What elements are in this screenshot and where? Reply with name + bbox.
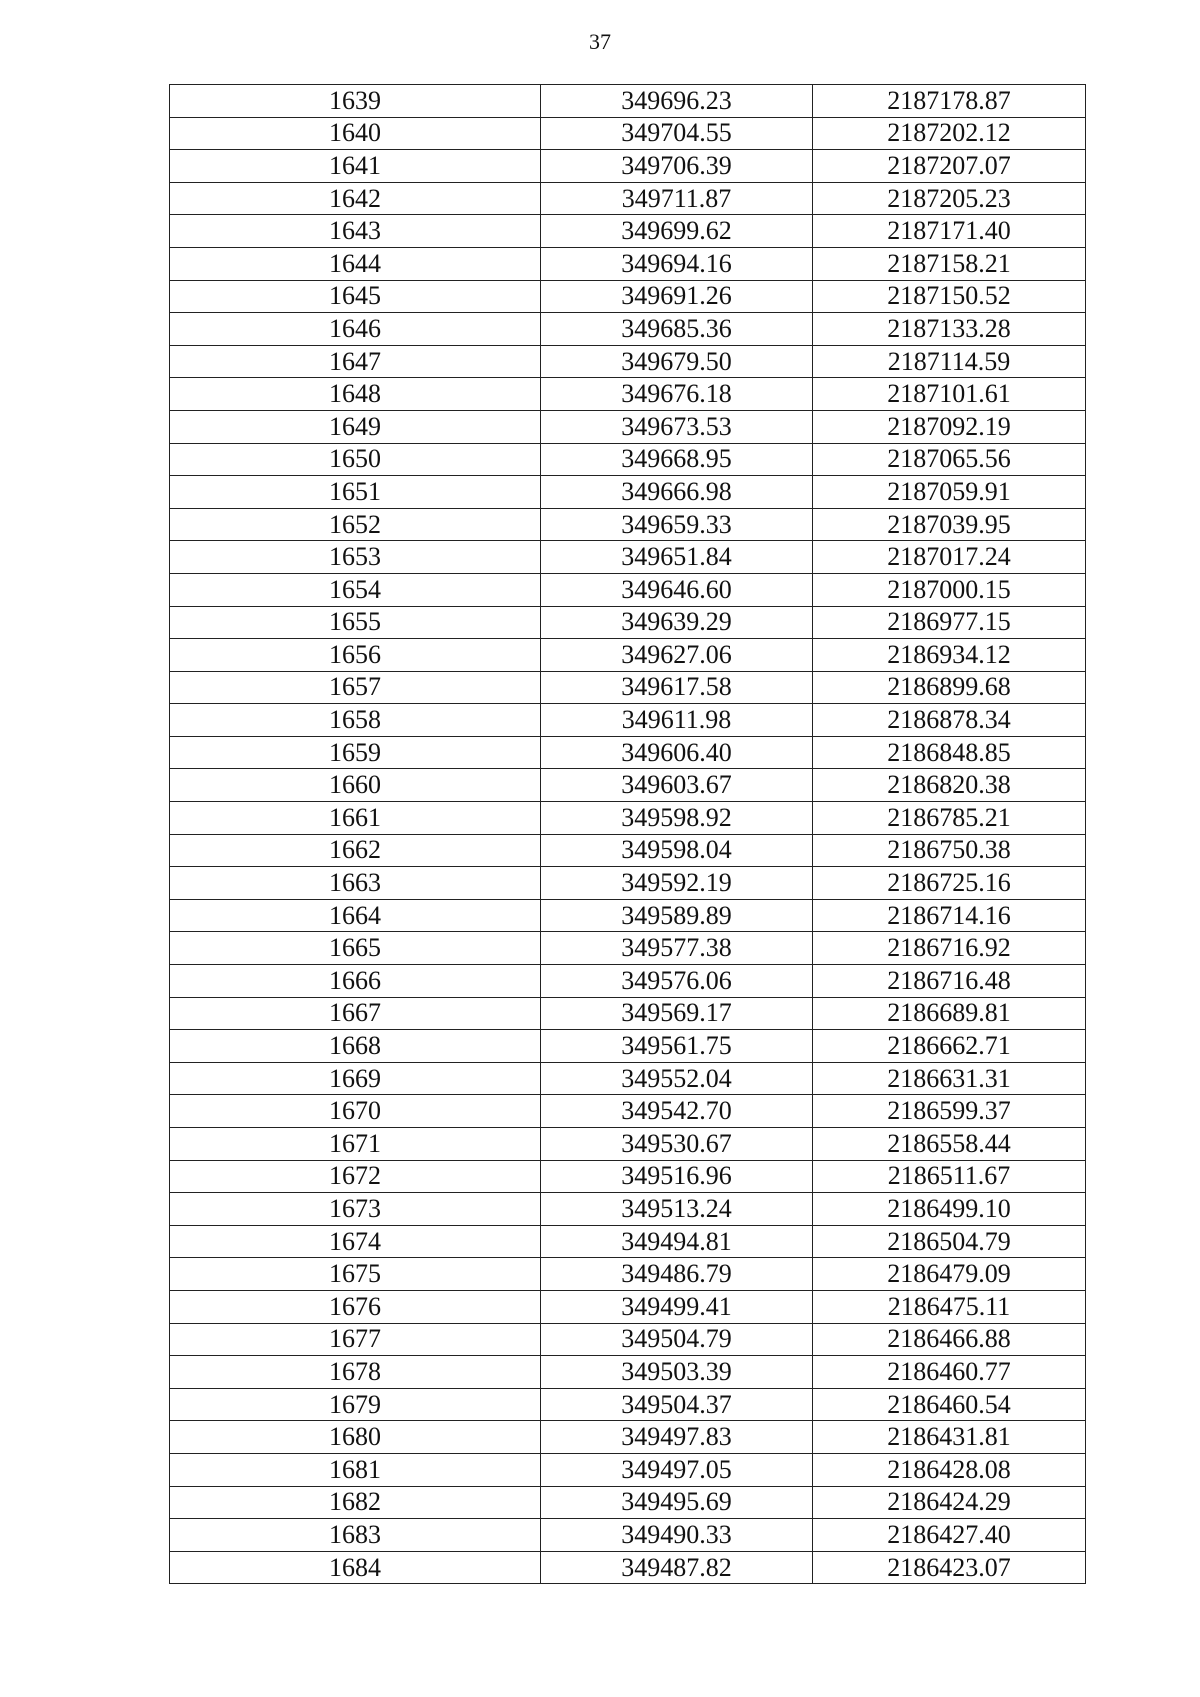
point-number-cell: 1667 — [170, 997, 541, 1030]
point-number-cell: 1640 — [170, 117, 541, 150]
table-row — [170, 215, 1086, 248]
point-number-cell: 1657 — [170, 671, 541, 704]
point-number-cell: 1658 — [170, 704, 541, 737]
y-coordinate-cell: 2186424.29 — [813, 1486, 1086, 1519]
table-row — [170, 443, 1086, 476]
point-number-cell: 1644 — [170, 247, 541, 280]
table-row — [170, 410, 1086, 443]
x-coordinate-cell: 349552.04 — [541, 1062, 813, 1095]
page-number: 37 — [589, 29, 611, 54]
point-number-cell: 1666 — [170, 965, 541, 998]
point-number-cell: 1662 — [170, 834, 541, 867]
x-coordinate-cell: 349691.26 — [541, 280, 813, 313]
point-number-cell: 1669 — [170, 1062, 541, 1095]
point-number-cell: 1643 — [170, 215, 541, 248]
x-coordinate-cell: 349606.40 — [541, 736, 813, 769]
point-number-cell: 1659 — [170, 736, 541, 769]
y-coordinate-cell: 2186499.10 — [813, 1193, 1086, 1226]
table-row — [170, 834, 1086, 867]
table-row — [170, 1388, 1086, 1421]
y-coordinate-cell: 2186977.15 — [813, 606, 1086, 639]
y-coordinate-cell: 2186750.38 — [813, 834, 1086, 867]
x-coordinate-cell: 349694.16 — [541, 247, 813, 280]
y-coordinate-cell: 2186689.81 — [813, 997, 1086, 1030]
table-row — [170, 769, 1086, 802]
y-coordinate-cell: 2186785.21 — [813, 802, 1086, 835]
point-number-cell: 1655 — [170, 606, 541, 639]
x-coordinate-cell: 349611.98 — [541, 704, 813, 737]
x-coordinate-cell: 349542.70 — [541, 1095, 813, 1128]
y-coordinate-cell: 2187205.23 — [813, 182, 1086, 215]
point-number-cell: 1647 — [170, 345, 541, 378]
y-coordinate-cell: 2186460.77 — [813, 1356, 1086, 1389]
table-row — [170, 606, 1086, 639]
y-coordinate-cell: 2187017.24 — [813, 541, 1086, 574]
table-row — [170, 736, 1086, 769]
point-number-cell: 1676 — [170, 1290, 541, 1323]
table-row — [170, 965, 1086, 998]
y-coordinate-cell: 2187178.87 — [813, 85, 1086, 118]
y-coordinate-cell: 2187133.28 — [813, 313, 1086, 346]
table-row — [170, 1421, 1086, 1454]
table-row — [170, 704, 1086, 737]
point-number-cell: 1665 — [170, 932, 541, 965]
table-row — [170, 867, 1086, 900]
y-coordinate-cell: 2187114.59 — [813, 345, 1086, 378]
y-coordinate-cell: 2186662.71 — [813, 1030, 1086, 1063]
x-coordinate-cell: 349561.75 — [541, 1030, 813, 1063]
table-row — [170, 1225, 1086, 1258]
table-row — [170, 997, 1086, 1030]
point-number-cell: 1652 — [170, 508, 541, 541]
point-number-cell: 1670 — [170, 1095, 541, 1128]
x-coordinate-cell: 349513.24 — [541, 1193, 813, 1226]
point-number-cell: 1680 — [170, 1421, 541, 1454]
y-coordinate-cell: 2187092.19 — [813, 410, 1086, 443]
x-coordinate-cell: 349598.04 — [541, 834, 813, 867]
table-row — [170, 85, 1086, 118]
x-coordinate-cell: 349598.92 — [541, 802, 813, 835]
y-coordinate-cell: 2186431.81 — [813, 1421, 1086, 1454]
x-coordinate-cell: 349490.33 — [541, 1519, 813, 1552]
table-row — [170, 573, 1086, 606]
point-number-cell: 1650 — [170, 443, 541, 476]
point-number-cell: 1649 — [170, 410, 541, 443]
x-coordinate-cell: 349673.53 — [541, 410, 813, 443]
point-number-cell: 1684 — [170, 1551, 541, 1584]
table-row — [170, 345, 1086, 378]
table-row — [170, 508, 1086, 541]
table-row — [170, 1030, 1086, 1063]
table-row — [170, 1193, 1086, 1226]
y-coordinate-cell: 2187101.61 — [813, 378, 1086, 411]
point-number-cell: 1674 — [170, 1225, 541, 1258]
y-coordinate-cell: 2186631.31 — [813, 1062, 1086, 1095]
y-coordinate-cell: 2186475.11 — [813, 1290, 1086, 1323]
y-coordinate-cell: 2186427.40 — [813, 1519, 1086, 1552]
point-number-cell: 1646 — [170, 313, 541, 346]
x-coordinate-cell: 349646.60 — [541, 573, 813, 606]
x-coordinate-cell: 349503.39 — [541, 1356, 813, 1389]
y-coordinate-cell: 2186423.07 — [813, 1551, 1086, 1584]
x-coordinate-cell: 349504.79 — [541, 1323, 813, 1356]
x-coordinate-cell: 349706.39 — [541, 150, 813, 183]
x-coordinate-cell: 349494.81 — [541, 1225, 813, 1258]
table-row — [170, 639, 1086, 672]
y-coordinate-cell: 2186460.54 — [813, 1388, 1086, 1421]
point-number-cell: 1639 — [170, 85, 541, 118]
table-row — [170, 1258, 1086, 1291]
x-coordinate-cell: 349577.38 — [541, 932, 813, 965]
y-coordinate-cell: 2186899.68 — [813, 671, 1086, 704]
x-coordinate-cell: 349516.96 — [541, 1160, 813, 1193]
point-number-cell: 1677 — [170, 1323, 541, 1356]
table-row — [170, 671, 1086, 704]
x-coordinate-cell: 349679.50 — [541, 345, 813, 378]
y-coordinate-cell: 2186848.85 — [813, 736, 1086, 769]
point-number-cell: 1681 — [170, 1453, 541, 1486]
x-coordinate-cell: 349696.23 — [541, 85, 813, 118]
y-coordinate-cell: 2186716.92 — [813, 932, 1086, 965]
y-coordinate-cell: 2187158.21 — [813, 247, 1086, 280]
table-row — [170, 1323, 1086, 1356]
x-coordinate-cell: 349499.41 — [541, 1290, 813, 1323]
x-coordinate-cell: 349504.37 — [541, 1388, 813, 1421]
y-coordinate-cell: 2186466.88 — [813, 1323, 1086, 1356]
x-coordinate-cell: 349685.36 — [541, 313, 813, 346]
table-row — [170, 150, 1086, 183]
x-coordinate-cell: 349530.67 — [541, 1128, 813, 1161]
y-coordinate-cell: 2187171.40 — [813, 215, 1086, 248]
x-coordinate-cell: 349495.69 — [541, 1486, 813, 1519]
x-coordinate-cell: 349651.84 — [541, 541, 813, 574]
x-coordinate-cell: 349569.17 — [541, 997, 813, 1030]
table-row — [170, 1551, 1086, 1584]
x-coordinate-cell: 349704.55 — [541, 117, 813, 150]
point-number-cell: 1673 — [170, 1193, 541, 1226]
point-number-cell: 1679 — [170, 1388, 541, 1421]
y-coordinate-cell: 2186820.38 — [813, 769, 1086, 802]
y-coordinate-cell: 2186428.08 — [813, 1453, 1086, 1486]
table-row — [170, 1486, 1086, 1519]
y-coordinate-cell: 2186878.34 — [813, 704, 1086, 737]
table-row — [170, 932, 1086, 965]
y-coordinate-cell: 2187059.91 — [813, 476, 1086, 509]
point-number-cell: 1651 — [170, 476, 541, 509]
coordinates-table — [169, 84, 1086, 1584]
table-row — [170, 1095, 1086, 1128]
table-row — [170, 313, 1086, 346]
table-row — [170, 541, 1086, 574]
point-number-cell: 1653 — [170, 541, 541, 574]
x-coordinate-cell: 349699.62 — [541, 215, 813, 248]
y-coordinate-cell: 2186599.37 — [813, 1095, 1086, 1128]
point-number-cell: 1642 — [170, 182, 541, 215]
table-row — [170, 378, 1086, 411]
point-number-cell: 1663 — [170, 867, 541, 900]
y-coordinate-cell: 2186558.44 — [813, 1128, 1086, 1161]
y-coordinate-cell: 2187207.07 — [813, 150, 1086, 183]
x-coordinate-cell: 349592.19 — [541, 867, 813, 900]
point-number-cell: 1672 — [170, 1160, 541, 1193]
y-coordinate-cell: 2187065.56 — [813, 443, 1086, 476]
y-coordinate-cell: 2186511.67 — [813, 1160, 1086, 1193]
point-number-cell: 1675 — [170, 1258, 541, 1291]
table-row — [170, 1128, 1086, 1161]
table-row — [170, 1160, 1086, 1193]
point-number-cell: 1660 — [170, 769, 541, 802]
table-row — [170, 280, 1086, 313]
table-row — [170, 247, 1086, 280]
y-coordinate-cell: 2186714.16 — [813, 899, 1086, 932]
y-coordinate-cell: 2187150.52 — [813, 280, 1086, 313]
x-coordinate-cell: 349603.67 — [541, 769, 813, 802]
table-row — [170, 1290, 1086, 1323]
table-row — [170, 1519, 1086, 1552]
point-number-cell: 1648 — [170, 378, 541, 411]
table-row — [170, 117, 1086, 150]
point-number-cell: 1664 — [170, 899, 541, 932]
x-coordinate-cell: 349487.82 — [541, 1551, 813, 1584]
x-coordinate-cell: 349589.89 — [541, 899, 813, 932]
x-coordinate-cell: 349639.29 — [541, 606, 813, 639]
point-number-cell: 1654 — [170, 573, 541, 606]
point-number-cell: 1678 — [170, 1356, 541, 1389]
table-row — [170, 476, 1086, 509]
point-number-cell: 1661 — [170, 802, 541, 835]
table-row — [170, 899, 1086, 932]
y-coordinate-cell: 2186716.48 — [813, 965, 1086, 998]
y-coordinate-cell: 2186504.79 — [813, 1225, 1086, 1258]
x-coordinate-cell: 349486.79 — [541, 1258, 813, 1291]
x-coordinate-cell: 349668.95 — [541, 443, 813, 476]
y-coordinate-cell: 2186479.09 — [813, 1258, 1086, 1291]
x-coordinate-cell: 349627.06 — [541, 639, 813, 672]
point-number-cell: 1656 — [170, 639, 541, 672]
table-row — [170, 1453, 1086, 1486]
y-coordinate-cell: 2186934.12 — [813, 639, 1086, 672]
y-coordinate-cell: 2186725.16 — [813, 867, 1086, 900]
y-coordinate-cell: 2187202.12 — [813, 117, 1086, 150]
point-number-cell: 1683 — [170, 1519, 541, 1552]
point-number-cell: 1645 — [170, 280, 541, 313]
table-row — [170, 1062, 1086, 1095]
x-coordinate-cell: 349576.06 — [541, 965, 813, 998]
y-coordinate-cell: 2187000.15 — [813, 573, 1086, 606]
table-row — [170, 802, 1086, 835]
point-number-cell: 1641 — [170, 150, 541, 183]
table-row — [170, 182, 1086, 215]
x-coordinate-cell: 349676.18 — [541, 378, 813, 411]
x-coordinate-cell: 349666.98 — [541, 476, 813, 509]
point-number-cell: 1671 — [170, 1128, 541, 1161]
x-coordinate-cell: 349659.33 — [541, 508, 813, 541]
x-coordinate-cell: 349617.58 — [541, 671, 813, 704]
x-coordinate-cell: 349497.05 — [541, 1453, 813, 1486]
point-number-cell: 1668 — [170, 1030, 541, 1063]
table-row — [170, 1356, 1086, 1389]
x-coordinate-cell: 349711.87 — [541, 182, 813, 215]
x-coordinate-cell: 349497.83 — [541, 1421, 813, 1454]
point-number-cell: 1682 — [170, 1486, 541, 1519]
coordinates-table-body — [170, 85, 1086, 1584]
y-coordinate-cell: 2187039.95 — [813, 508, 1086, 541]
